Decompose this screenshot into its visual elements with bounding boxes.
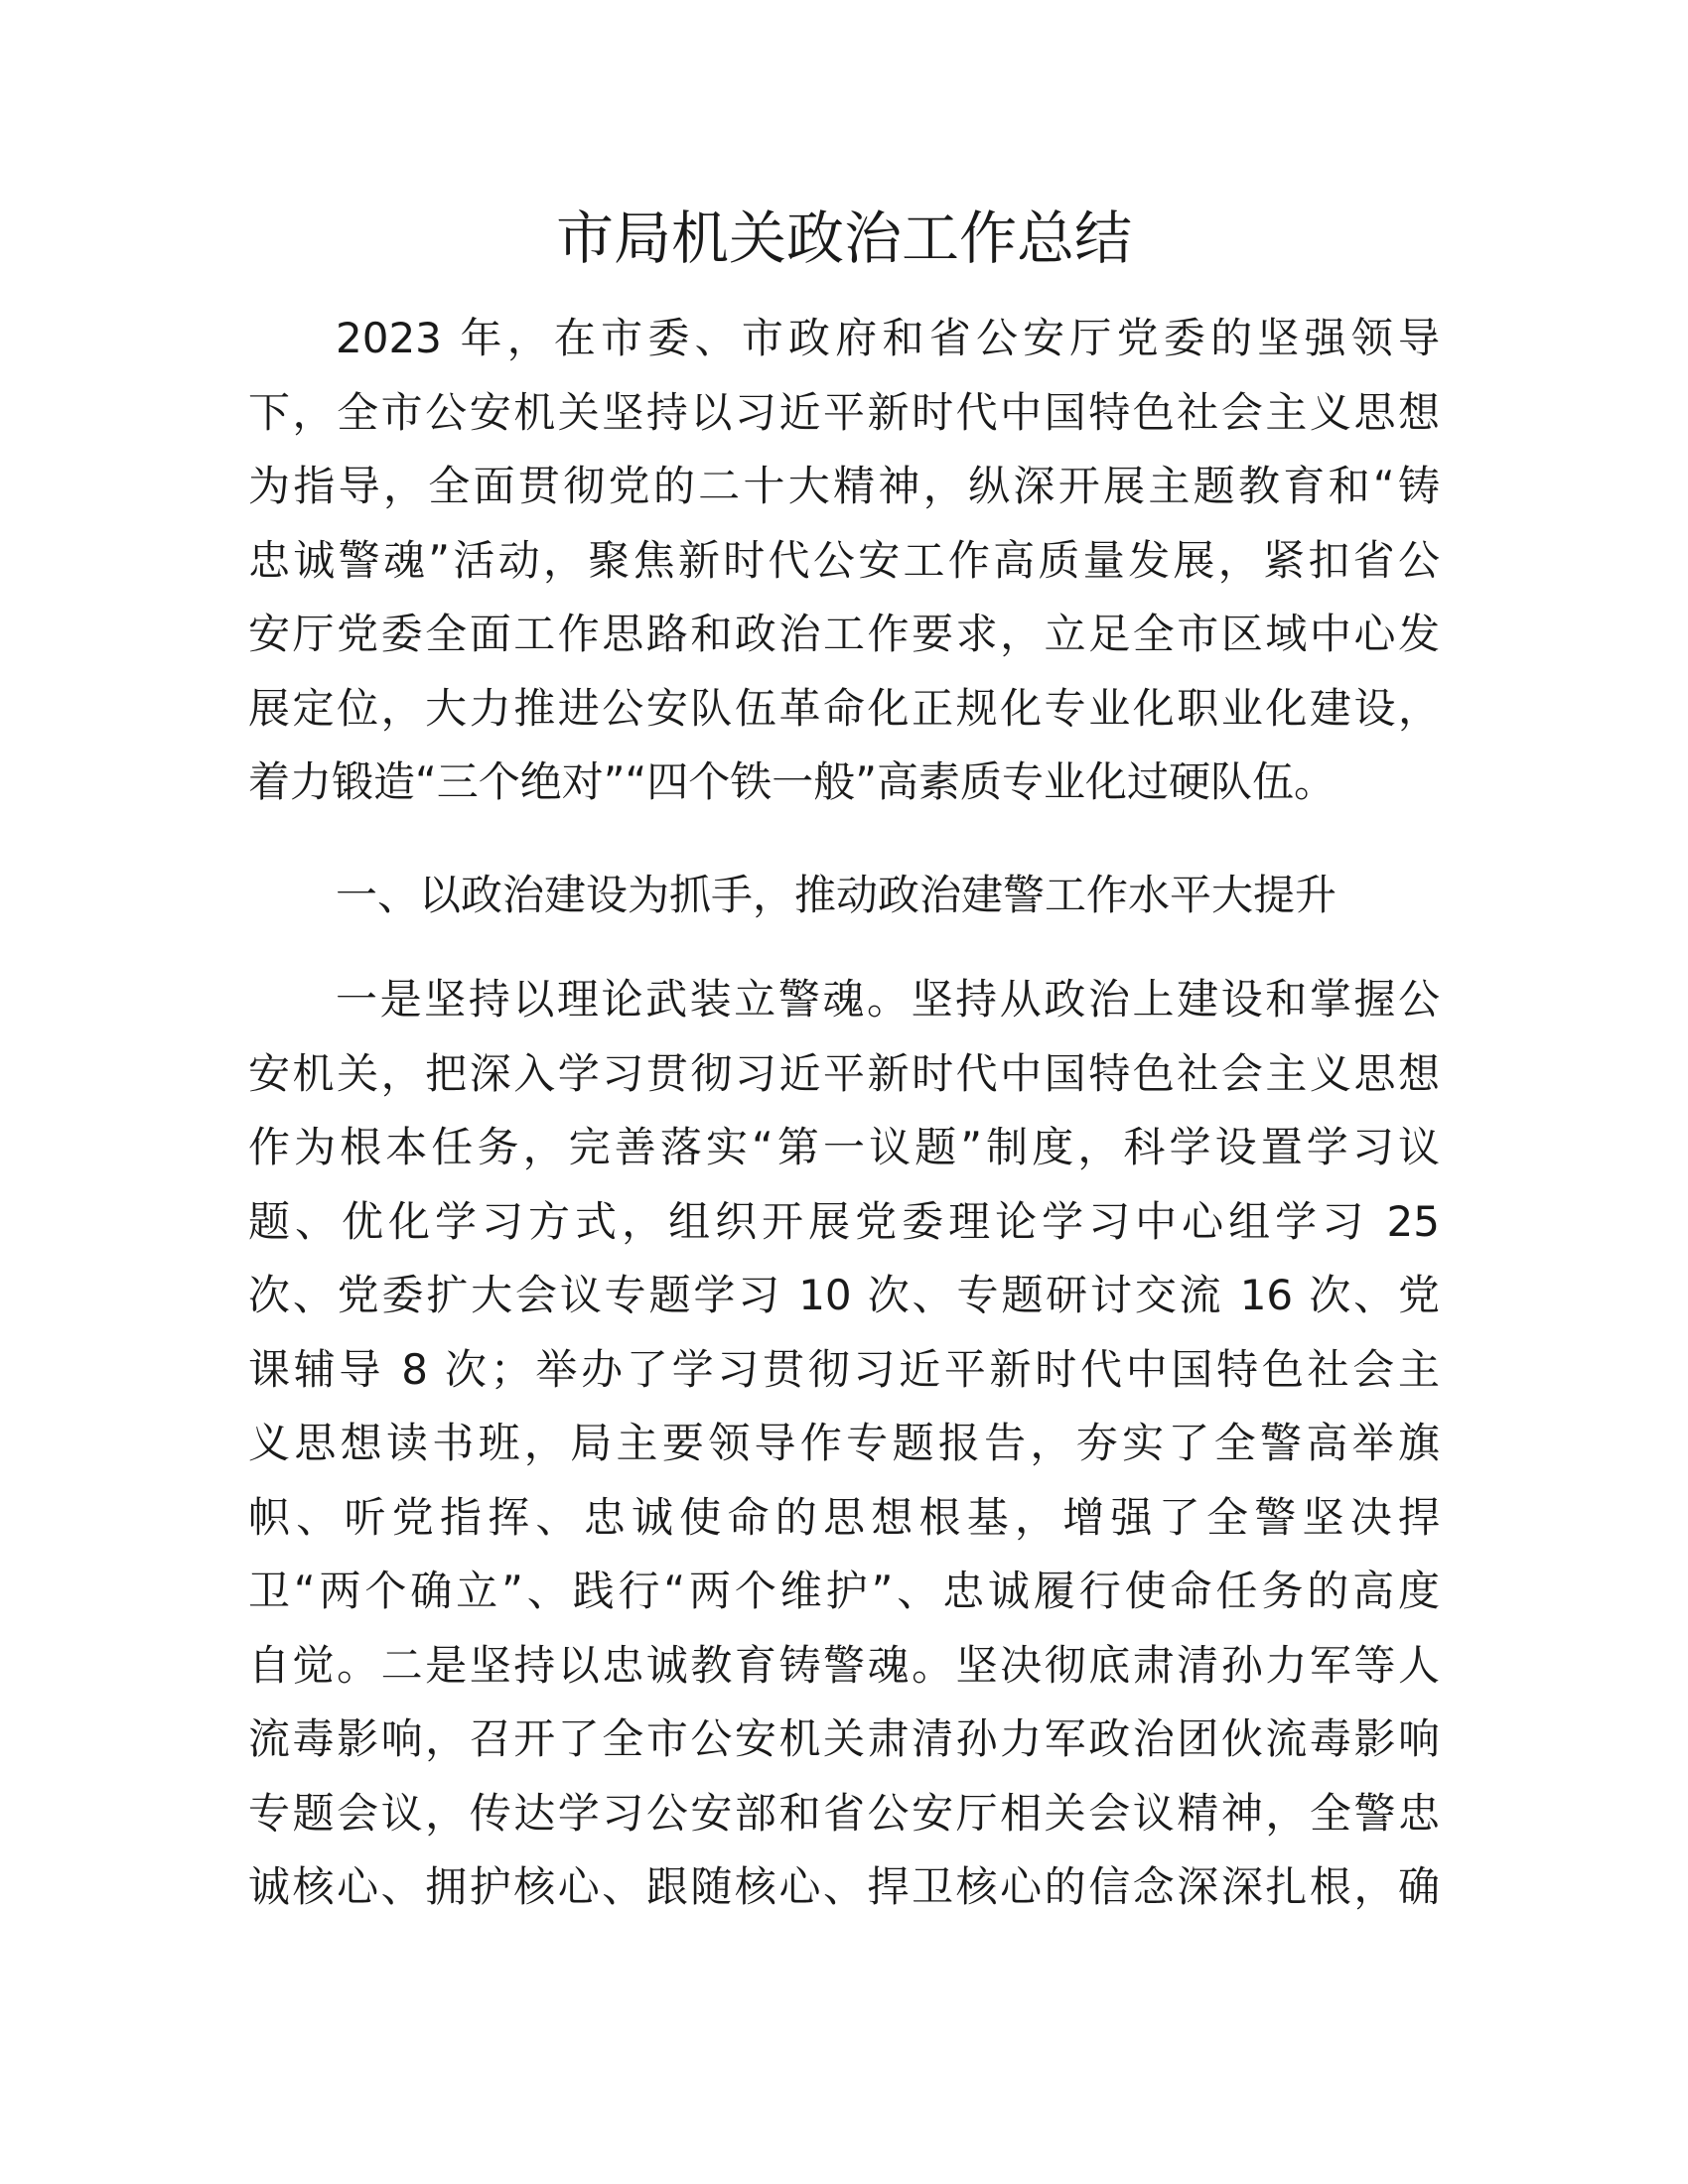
- intro-line: 下，全市公安机关坚持以习近平新时代中国特色社会主义思想: [248, 387, 1440, 437]
- section-heading: [248, 859, 1440, 933]
- section-one-line: 次、党委扩大会议专题学习 10 次、专题研讨交流 16 次、党: [248, 1271, 1440, 1319]
- section-one-line: 卫“两个确立”、践行“两个维护”、忠诚履行使命任务的高度: [248, 1567, 1440, 1615]
- section-one-line: 一是坚持以理论武装立警魂。坚持从政治上建设和掌握公: [336, 975, 1440, 1024]
- section-one-line: 诚核心、拥护核心、跟随核心、捍卫核心的信念深深扎根，确: [248, 1862, 1440, 1911]
- document-title: 市局机关政治工作总结: [555, 205, 1132, 272]
- section-one-line: 帜、听党指挥、忠诚使命的思想根基，增强了全警坚决捍: [248, 1492, 1440, 1542]
- intro-line: 忠诚警魂”活动，聚焦新时代公安工作高质量发展，紧扣省公: [248, 535, 1440, 585]
- intro-line: 安厅党委全面工作思路和政治工作要求，立足全市区域中心发: [248, 610, 1440, 658]
- section-one-line: 自觉。二是坚持以忠诚教育铸警魂。坚决彻底肃清孙力军等人: [248, 1640, 1440, 1690]
- section-one-line: 安机关，把深入学习贯彻习近平新时代中国特色社会主义思想: [248, 1048, 1440, 1098]
- section-one-line: 流毒影响，召开了全市公安机关肃清孙力军政治团伙流毒影响: [248, 1714, 1440, 1763]
- intro-line: 展定位，大力推进公安队伍革命化正规化专业化职业化建设，: [248, 683, 1440, 733]
- section-one-line: 义思想读书班，局主要领导作专题报告，夯实了全警高举旗: [248, 1419, 1440, 1467]
- intro-line: 为指导，全面贯彻党的二十大精神，纵深开展主题教育和“铸: [248, 462, 1440, 510]
- intro-line: 着力锻造“三个绝对”“四个铁一般”高素质专业化过硬队伍。: [248, 757, 1336, 806]
- section-one-line: 作为根本任务，完善落实“第一议题”制度，科学设置学习议: [248, 1123, 1440, 1171]
- section-heading-text: 一、以政治建设为抓手，推动政治建警工作水平大提升: [336, 871, 1337, 919]
- section-one-line: 课辅导 8 次；举办了学习贯彻习近平新时代中国特色社会主: [248, 1344, 1440, 1394]
- section-one-line: 专题会议，传达学习公安部和省公安厅相关会议精神，全警忠: [248, 1788, 1440, 1838]
- intro-line: 2023 年，在市委、市政府和省公安厅党委的坚强领导: [336, 314, 1440, 362]
- intro-paragraph: [248, 302, 1440, 820]
- section-one-line: 题、优化学习方式，组织开展党委理论学习中心组学习 25: [248, 1196, 1440, 1246]
- section-one-paragraph: [248, 963, 1440, 1925]
